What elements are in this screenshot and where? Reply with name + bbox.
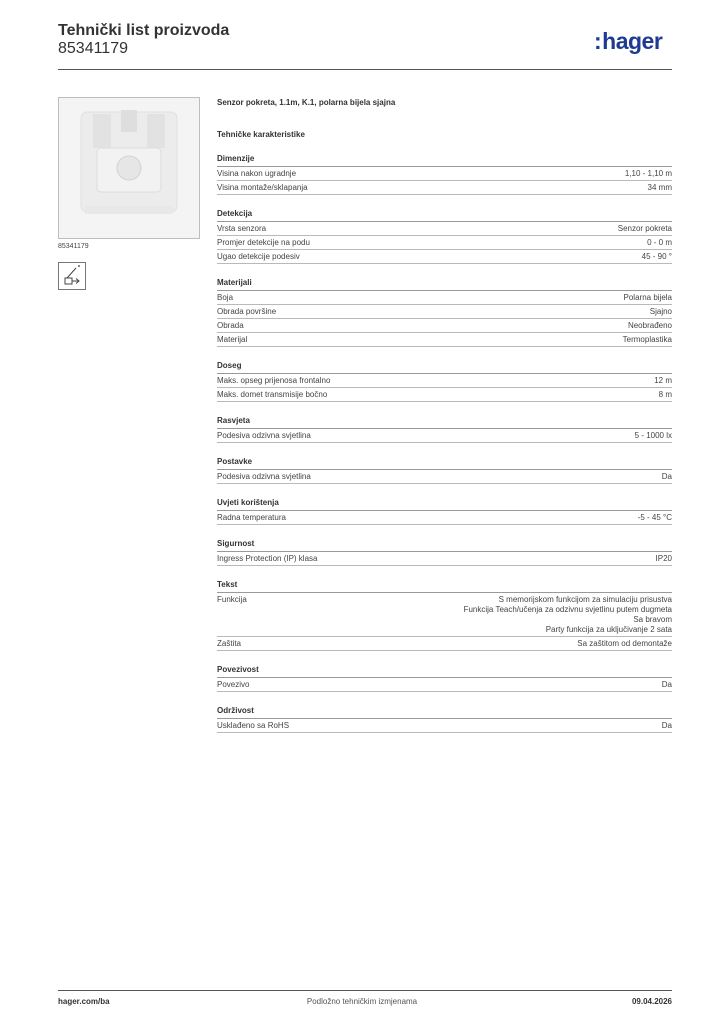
spec-label: Ugao detekcije podesiv	[217, 252, 300, 261]
spec-value	[577, 639, 672, 649]
spec-value-line: Polarna bijela	[623, 293, 672, 302]
section-title: Dimenzije	[217, 152, 672, 167]
spec-value	[648, 183, 672, 193]
spec-value-line: Da	[661, 680, 672, 689]
spec-row	[217, 678, 672, 692]
spec-row	[217, 222, 672, 236]
spec-value	[659, 390, 672, 400]
spec-row	[217, 305, 672, 319]
spec-value	[656, 554, 672, 564]
spec-row	[217, 181, 672, 195]
product-code: 85341179	[58, 40, 128, 57]
spec-value-line: 34 mm	[647, 183, 672, 192]
spec-label: Ingress Protection (IP) klasa	[217, 554, 318, 563]
spec-section	[217, 663, 672, 692]
spec-value-line: Neobrađeno	[627, 321, 672, 330]
spec-label: Maks. opseg prijenosa frontalno	[217, 376, 331, 385]
spec-value-line: 5 - 1000 lx	[634, 431, 672, 440]
product-image	[58, 97, 200, 239]
spec-value-line: Sa zaštitom od demontaže	[577, 639, 672, 648]
spec-value-line: Sa bravom	[633, 615, 672, 624]
spec-value-line: -5 - 45 °C	[637, 513, 672, 522]
spec-label: Podesiva odzivna svjetlina	[217, 472, 311, 481]
spec-value-line: Da	[661, 721, 672, 730]
section-title: Materijali	[217, 276, 672, 291]
spec-row	[217, 429, 672, 443]
product-title: Senzor pokreta, 1.1m, K.1, polarna bijela sjajna	[217, 98, 396, 107]
spec-row	[217, 719, 672, 733]
spec-row	[217, 167, 672, 181]
spec-row	[217, 374, 672, 388]
spec-row	[217, 388, 672, 402]
spec-label: Usklađeno sa RoHS	[217, 721, 290, 730]
section-title: Doseg	[217, 359, 672, 374]
spec-section	[217, 578, 672, 651]
spec-value	[642, 252, 672, 262]
footer-date: 09.04.2026	[631, 997, 672, 1006]
spec-value	[654, 376, 672, 386]
spec-label: Boja	[217, 293, 234, 302]
logo-mark-icon: :	[594, 28, 602, 54]
spec-value	[647, 238, 672, 248]
spec-row	[217, 593, 672, 637]
spec-section	[217, 704, 672, 733]
spec-value-line: IP20	[655, 554, 672, 563]
spec-value-line: 8 m	[658, 390, 672, 399]
spec-value	[625, 169, 672, 179]
logo-text: hager	[602, 28, 663, 54]
spec-label: Promjer detekcije na podu	[217, 238, 310, 247]
spec-label: Visina montaže/sklapanja	[217, 183, 308, 192]
spec-value	[628, 321, 672, 331]
spec-row	[217, 250, 672, 264]
spec-value	[635, 431, 672, 441]
spec-value-line: Funkcija Teach/učenja za odzivnu svjetlinu putem dugmeta	[463, 605, 672, 614]
spec-row	[217, 333, 672, 347]
spec-value	[662, 680, 672, 690]
spec-row	[217, 291, 672, 305]
spec-value	[638, 513, 672, 523]
footer-divider	[58, 990, 672, 991]
footer-website: hager.com/ba	[58, 997, 110, 1006]
section-title: Tekst	[217, 578, 672, 593]
spec-label: Povezivo	[217, 680, 250, 689]
spec-value	[662, 472, 672, 482]
characteristics-title: Tehničke karakteristike	[217, 130, 305, 139]
spec-section	[217, 276, 672, 347]
spec-label: Zaštita	[217, 639, 242, 648]
spec-value-line: Termoplastika	[622, 335, 672, 344]
spec-section	[217, 537, 672, 566]
spec-row	[217, 511, 672, 525]
spec-value-line: 0 - 0 m	[647, 238, 672, 247]
section-title: Sigurnost	[217, 537, 672, 552]
image-caption: 85341179	[58, 243, 89, 250]
spec-section	[217, 359, 672, 402]
spec-label: Podesiva odzivna svjetlina	[217, 431, 311, 440]
spec-label: Visina nakon ugradnje	[217, 169, 297, 178]
motion-sensor-symbol-icon	[58, 262, 86, 290]
spec-value	[623, 335, 672, 345]
spec-section	[217, 496, 672, 525]
spec-value-line: S memorijskom funkcijom za simulaciju prisustva	[498, 595, 672, 604]
section-title: Povezivost	[217, 663, 672, 678]
spec-section	[217, 152, 672, 195]
section-title: Uvjeti korištenja	[217, 496, 672, 511]
spec-label: Radna temperatura	[217, 513, 286, 522]
header-divider	[58, 69, 672, 70]
spec-value-line: Senzor pokreta	[617, 224, 672, 233]
spec-row	[217, 470, 672, 484]
spec-value-line: Sjajno	[649, 307, 672, 316]
spec-label: Obrada	[217, 321, 244, 330]
spec-row	[217, 236, 672, 250]
spec-value	[618, 224, 672, 234]
spec-value	[464, 595, 672, 635]
spec-label: Obrada površine	[217, 307, 277, 316]
spec-label: Vrsta senzora	[217, 224, 267, 233]
hager-logo	[594, 28, 662, 55]
section-title: Detekcija	[217, 207, 672, 222]
spec-section	[217, 207, 672, 264]
spec-value-line: 12 m	[654, 376, 672, 385]
spec-sections	[217, 152, 672, 733]
spec-row	[217, 319, 672, 333]
page-title: Tehnički list proizvoda	[58, 22, 230, 39]
section-title: Postavke	[217, 455, 672, 470]
spec-row	[217, 552, 672, 566]
spec-value-line: Da	[661, 472, 672, 481]
section-title: Održivost	[217, 704, 672, 719]
spec-section	[217, 455, 672, 484]
spec-value	[624, 293, 672, 303]
spec-row	[217, 637, 672, 651]
spec-value	[662, 721, 672, 731]
spec-label: Materijal	[217, 335, 248, 344]
specification-content	[217, 96, 672, 745]
motion-sensor-image	[67, 106, 191, 230]
footer-note: Podložno tehničkim izmjenama	[306, 997, 418, 1006]
spec-label: Funkcija	[217, 595, 247, 604]
spec-value-line: Party funkcija za uključivanje 2 sata	[545, 625, 672, 634]
spec-value-line: 45 - 90 °	[641, 252, 672, 261]
spec-section	[217, 414, 672, 443]
spec-value	[650, 307, 672, 317]
spec-label: Maks. domet transmisije bočno	[217, 390, 328, 399]
section-title: Rasvjeta	[217, 414, 672, 429]
spec-value-line: 1,10 - 1,10 m	[624, 169, 672, 178]
